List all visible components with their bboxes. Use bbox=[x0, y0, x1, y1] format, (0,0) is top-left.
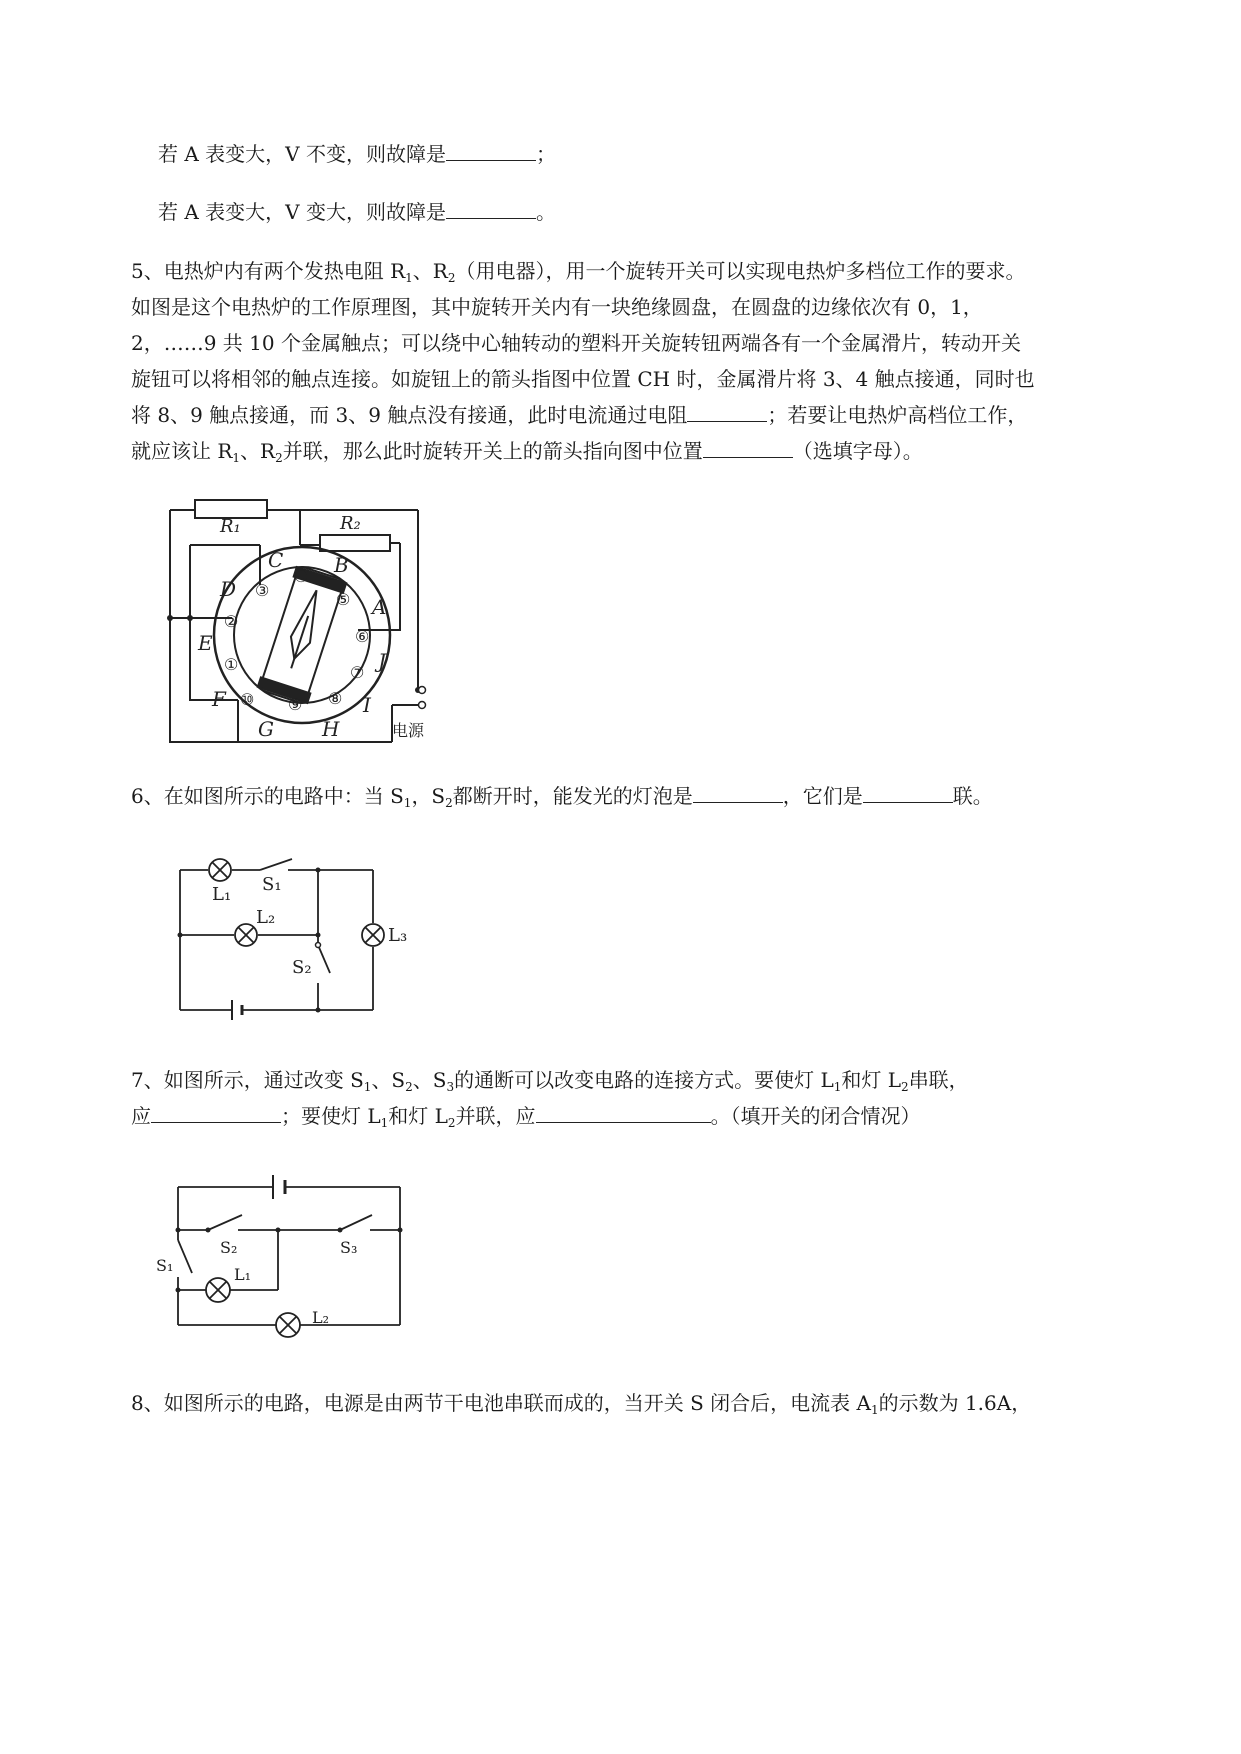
lamp-l1-label: L₁ bbox=[234, 1265, 252, 1284]
q5-text: （用电器），用一个旋转开关可以实现电热炉多档位工作的要求。 bbox=[455, 259, 1026, 283]
contact-1: ① bbox=[224, 655, 239, 674]
subscript: 1 bbox=[870, 1403, 879, 1417]
answer-blank[interactable] bbox=[446, 142, 536, 161]
answer-blank[interactable] bbox=[536, 1104, 711, 1123]
pos-E: E bbox=[198, 631, 213, 655]
lamp-l1-label: L₁ bbox=[212, 884, 232, 905]
subscript: 1 bbox=[363, 1080, 372, 1094]
pos-D: D bbox=[220, 577, 237, 601]
contact-2: ② bbox=[224, 612, 239, 631]
pos-F: F bbox=[212, 687, 226, 711]
switch-s2-label: S₂ bbox=[220, 1238, 238, 1257]
q4-line-2-text: 若 A 表变大，V 变大，则故障是 bbox=[158, 200, 446, 224]
contact-5: ⑤ bbox=[336, 590, 351, 609]
lamp-l2-label: L₂ bbox=[312, 1308, 330, 1327]
q4-line-1-end: ； bbox=[535, 142, 556, 166]
q5-line-3 bbox=[131, 329, 1021, 357]
q8-text: 8、如图所示的电路，电源是由两节干电池串联而成的，当开关 S 闭合后，电流表 A bbox=[131, 1391, 871, 1415]
subscript: 1 bbox=[380, 1116, 389, 1130]
subscript: 2 bbox=[447, 271, 456, 285]
q4-line-2-end: 。 bbox=[535, 200, 556, 224]
switch-s1-label: S₁ bbox=[262, 874, 282, 895]
three-switch-circuit-diagram bbox=[150, 1165, 420, 1345]
r2-label: R₂ bbox=[340, 513, 361, 534]
subscript: 1 bbox=[405, 271, 413, 285]
q5-text: 5、电热炉内有两个发热电阻 R bbox=[131, 259, 406, 283]
contact-9: ⑨ bbox=[288, 695, 303, 714]
q6-text: ，S bbox=[411, 784, 446, 808]
lamp-l2-label: L₂ bbox=[256, 907, 276, 928]
q7-text: 、S bbox=[412, 1068, 447, 1092]
q6-text: 6、在如图所示的电路中：当 S bbox=[131, 784, 404, 808]
answer-blank[interactable] bbox=[151, 1104, 281, 1123]
lamp-l3-label: L₃ bbox=[388, 925, 408, 946]
q4-line-2 bbox=[158, 198, 556, 226]
contact-6: ⑥ bbox=[355, 627, 370, 646]
contact-4: ④ bbox=[294, 567, 309, 586]
answer-blank[interactable] bbox=[687, 403, 767, 422]
q7-text: ；要使灯 L bbox=[281, 1104, 381, 1128]
pos-G: G bbox=[258, 717, 274, 741]
answer-blank[interactable] bbox=[703, 439, 793, 458]
power-label: 电源 bbox=[392, 721, 425, 740]
subscript: 2 bbox=[275, 451, 283, 465]
subscript: 1 bbox=[833, 1080, 842, 1094]
contact-8: ⑧ bbox=[328, 689, 343, 708]
pos-B: B bbox=[334, 553, 349, 577]
pos-I: I bbox=[363, 693, 371, 717]
q5-line-4 bbox=[131, 365, 1035, 393]
q7-text: 7、如图所示，通过改变 S bbox=[131, 1068, 364, 1092]
q5-line-5 bbox=[131, 401, 1027, 429]
switch-s2-label: S₂ bbox=[292, 957, 312, 978]
q7-line-1 bbox=[131, 1066, 969, 1101]
answer-blank[interactable] bbox=[446, 200, 536, 219]
q5-text: 2，……9 共 10 个金属触点；可以绕中心轴转动的塑料开关旋转钮两端各有一个金属滑片，转动开关 bbox=[131, 331, 1021, 355]
contact-10: ⑩ bbox=[240, 690, 255, 709]
pos-J: J bbox=[378, 649, 387, 673]
q8-line bbox=[131, 1389, 1031, 1424]
q6-line bbox=[131, 782, 993, 817]
switch-s3-label: S₃ bbox=[340, 1238, 358, 1257]
q5-text: 就应该让 R bbox=[131, 439, 233, 463]
contact-3: ③ bbox=[255, 581, 270, 600]
q7-text: 串联， bbox=[908, 1068, 969, 1092]
q5-text: 将 8、9 触点接通，而 3、9 触点没有接通，此时电流通过电阻 bbox=[131, 403, 688, 427]
r1-label: R₁ bbox=[220, 516, 241, 537]
q8-text: 的示数为 1.6A， bbox=[878, 1391, 1032, 1415]
q5-line-1 bbox=[131, 257, 1025, 292]
pos-H: H bbox=[322, 717, 340, 741]
q7-text: 的通断可以改变电路的连接方式。要使灯 L bbox=[454, 1068, 834, 1092]
q7-text: 和灯 L bbox=[388, 1104, 448, 1128]
pos-A: A bbox=[372, 595, 387, 619]
subscript: 3 bbox=[446, 1080, 455, 1094]
q5-text: 并联，那么此时旋转开关上的箭头指向图中位置 bbox=[282, 439, 703, 463]
q5-text: 、R bbox=[412, 259, 448, 283]
q4-line-1 bbox=[158, 140, 556, 168]
q5-line-2 bbox=[131, 293, 983, 321]
subscript: 2 bbox=[901, 1080, 909, 1094]
q5-line-6 bbox=[131, 437, 923, 472]
q7-text: 和灯 L bbox=[841, 1068, 902, 1092]
subscript: 2 bbox=[447, 1116, 456, 1130]
q5-text: 、R bbox=[240, 439, 276, 463]
q5-text: （选填字母）。 bbox=[792, 439, 923, 463]
q7-text: 应 bbox=[131, 1104, 151, 1128]
subscript: 1 bbox=[403, 796, 412, 810]
pos-C: C bbox=[268, 548, 284, 572]
q6-text: 联。 bbox=[952, 784, 993, 808]
answer-blank[interactable] bbox=[863, 784, 953, 803]
q4-line-1-text: 若 A 表变大，V 不变，则故障是 bbox=[158, 142, 446, 166]
q7-text: 。（填开关的闭合情况） bbox=[710, 1104, 921, 1128]
q6-text: 都断开时，能发光的灯泡是 bbox=[452, 784, 693, 808]
subscript: 1 bbox=[232, 451, 241, 465]
q6-text: ，它们是 bbox=[782, 784, 863, 808]
subscript: 2 bbox=[405, 1080, 413, 1094]
q5-text: 如图是这个电热炉的工作原理图，其中旋转开关内有一块绝缘圆盘，在圆盘的边缘依次有 0，1， bbox=[131, 295, 983, 319]
q7-text: 并联，应 bbox=[455, 1104, 536, 1128]
q5-text: ；若要让电热炉高档位工作， bbox=[767, 403, 1028, 427]
rotary-switch-circuit-diagram bbox=[160, 490, 460, 750]
three-lamp-circuit-diagram bbox=[170, 855, 420, 1025]
q7-line-2 bbox=[131, 1102, 921, 1137]
contact-7: ⑦ bbox=[350, 663, 365, 682]
subscript: 2 bbox=[445, 796, 453, 810]
q5-text: 旋钮可以将相邻的触点连接。如旋钮上的箭头指图中位置 CH 时，金属滑片将 3、4 触点接通，同时也 bbox=[131, 367, 1035, 391]
answer-blank[interactable] bbox=[693, 784, 783, 803]
q7-text: 、S bbox=[371, 1068, 406, 1092]
switch-s1-label: S₁ bbox=[156, 1256, 174, 1275]
